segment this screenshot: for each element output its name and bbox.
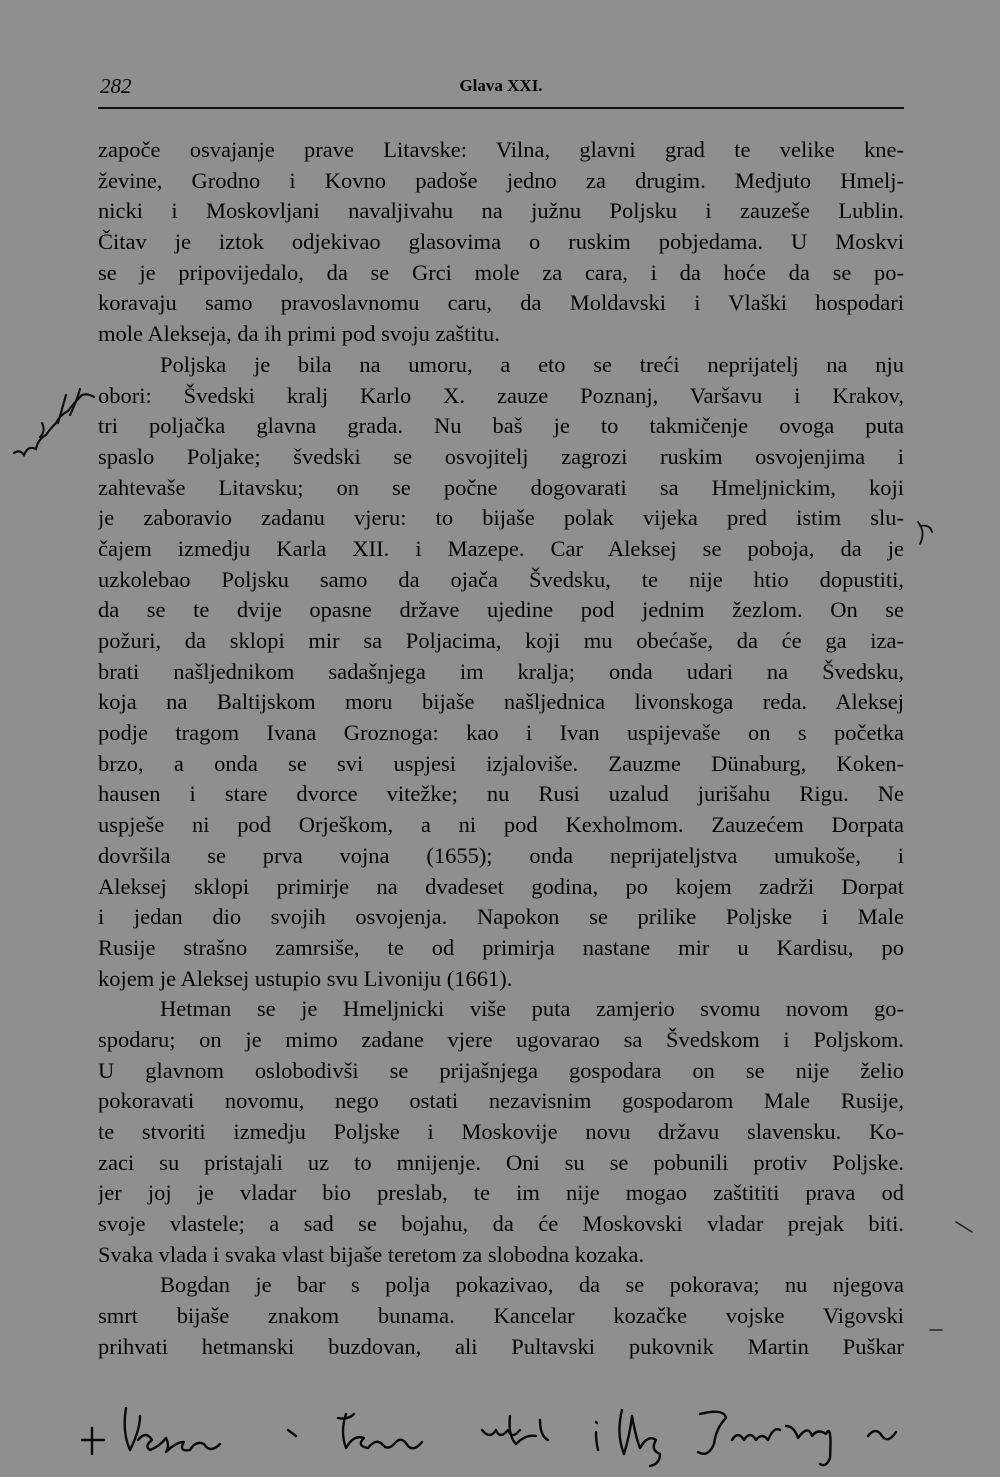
text-line: kojem je Aleksej ustupio svu Livoniju (1661).	[98, 965, 513, 991]
text-line: i jedan dio svojih osvojenja. Napokon se prilike Poljske i Male	[98, 904, 904, 930]
text-line: Bogdan je bar s polja pokazivao, da se pokorava; nu njegova	[160, 1272, 904, 1298]
text-line: Svaka vlada i svaka vlast bijaše teretom za slobodna kozaka.	[98, 1241, 645, 1267]
page-header	[98, 72, 904, 102]
text-line: čajem izmedju Karla XII. i Mazepe. Car Aleksej se poboja, da je	[98, 535, 904, 561]
text-line: koravaju samo pravoslavnomu caru, da Moldavski i Vlaški hospodari	[98, 290, 904, 316]
text-line: jer joj je vladar bio preslab, te im nije mogao zaštititi prava od	[98, 1180, 904, 1206]
handwritten-margin-note	[2, 375, 102, 475]
text-line: se je pripovijedalo, da se Grci mole za cara, i da hoće da se po-	[98, 259, 904, 285]
body-text	[98, 135, 904, 1363]
text-line: svoje vlastele; a sad se bojahu, da će Moskovski vladar prejak biti.	[98, 1211, 904, 1237]
handwritten-footer-note	[80, 1400, 920, 1470]
text-line: Aleksej sklopi primirje na dvadeset godina, po kojem zadrži Dorpat	[98, 873, 904, 899]
text-line: mole Alekseja, da ih primi pod svoju zaštitu.	[98, 321, 500, 347]
text-line: spodaru; on je mimo zadane vjere ugovarao sa Švedskom i Poljskom.	[98, 1026, 904, 1052]
text-line: brzo, a onda se svi uspjesi izjaloviše. Zauzme Dünaburg, Koken-	[98, 750, 904, 776]
text-line: je zaboravio zadanu vjeru: to bijaše polak vijeka pred istim slu-	[98, 505, 904, 531]
text-line: te stvoriti izmedju Poljske i Moskovije novu državu slavensku. Ko-	[98, 1119, 904, 1144]
text-line: ževine, Grodno i Kovno padoše jedno za drugim. Medjuto Hmelj-	[98, 167, 904, 193]
text-line: zaci su pristajali uz to mnijenje. Oni su se pobunili protiv Poljske.	[98, 1149, 904, 1175]
text-line: hausen i stare dvorce vitežke; nu Rusi uzalud jurišahu Rigu. Ne	[98, 781, 904, 807]
text-line: spaslo Poljake; švedski se osvojitelj zagrozi ruskim osvojenjima i	[98, 443, 904, 469]
text-line: brati našljednikom sadašnjega im kralja; onda udari na Švedsku,	[98, 658, 904, 684]
text-line: obori: Švedski kralj Karlo X. zauze Poznanj, Varšavu i Krakov,	[98, 382, 904, 408]
page-number: 282	[100, 74, 132, 98]
header-rule	[98, 107, 904, 109]
text-line: Čitav je iztok odjekivao glasovima o ruskim pobjedama. U Moskvi	[98, 229, 904, 255]
text-line: da se te dvije opasne države ujedine pod jednim žezlom. On se	[98, 597, 904, 623]
text-line: dovršila se prva vojna (1655); onda neprijateljstva umukoše, i	[98, 842, 904, 868]
text-line: Rusije strašno zamrsiše, te od primirja nastane mir u Kardisu, po	[98, 934, 904, 960]
text-line: Poljska je bila na umoru, a eto se treći neprijatelj na nju	[160, 351, 904, 377]
text-line: U glavnom oslobodivši se prijašnjega gospodara on se nije želio	[98, 1057, 904, 1083]
text-line: uzkolebao Poljsku samo da ojača Švedsku, te nije htio dopustiti,	[98, 566, 904, 592]
text-line: uspješe ni pod Orješkom, a ni pod Kexholmom. Zauzećem Dorpata	[98, 812, 904, 838]
text-line: Hetman se je Hmeljnicki više puta zamjerio svomu novom go-	[160, 996, 904, 1022]
running-head: Glava XXI.	[459, 76, 543, 95]
text-line: podje tragom Ivana Groznoga: kao i Ivan uspijevaše on s početka	[98, 720, 904, 746]
margin-tick	[928, 1325, 948, 1335]
text-line: smrt bijaše znakom bunama. Kancelar kozačke vojske Vigovski	[98, 1303, 904, 1329]
handwritten-margin-mark	[910, 512, 940, 552]
text-line: požuri, da sklopi mir sa Poljacima, koji mu obećaše, da će ga iza-	[98, 628, 904, 653]
text-line: započe osvajanje prave Litavske: Vilna, glavni grad te velike kne-	[98, 137, 904, 162]
text-line: nicki i Moskovljani navaljivahu na južnu Poljsku i zauzeše Lublin.	[98, 198, 904, 224]
text-line: prihvati hetmanski buzdovan, ali Pultavski pukovnik Martin Puškar	[98, 1333, 904, 1359]
text-line: tri poljačka glavna grada. Nu baš je to takmičenje ovoga puta	[98, 413, 904, 439]
text-line: koja na Baltijskom moru bijaše našljednica livonskoga reda. Aleksej	[98, 689, 904, 715]
text-line: zahtevaše Litavsku; on se počne dogovarati sa Hmeljnickim, koji	[98, 474, 904, 500]
text-line: pokoravati novomu, nego ostati nezavisnim gospodarom Male Rusije,	[98, 1088, 904, 1114]
margin-tick	[952, 1218, 982, 1238]
